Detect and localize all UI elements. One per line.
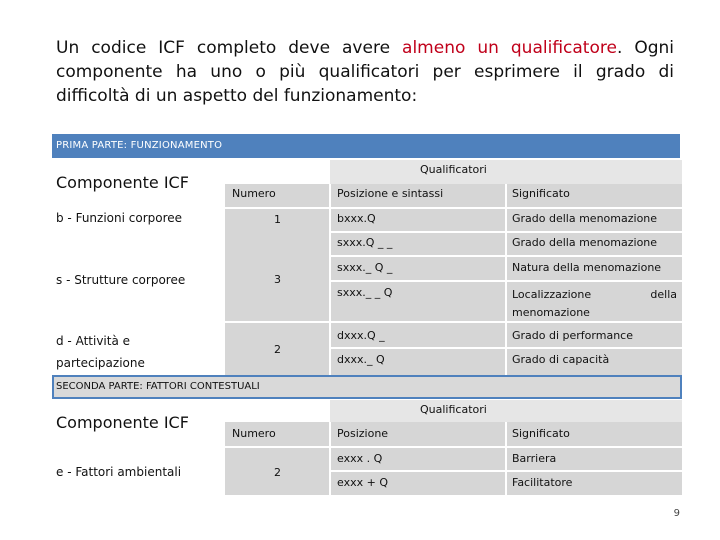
numero-e: 2 <box>274 466 281 479</box>
numero-b: 1 <box>274 213 281 226</box>
component-e: e - Fattori ambientali <box>56 465 182 479</box>
numero-d: 2 <box>274 343 281 356</box>
posizione-cell: exxx . Q <box>337 452 383 465</box>
posizione-cell: dxxx._ Q <box>337 353 385 366</box>
section1-band <box>52 134 680 158</box>
posizione-cell: sxxx.Q _ _ <box>337 236 393 249</box>
posizione-cell: sxxx._ Q _ <box>337 261 393 274</box>
grid-line <box>225 446 682 448</box>
qualificatori-header-bg <box>330 400 682 422</box>
qualificatori-header: Qualificatori <box>420 163 487 176</box>
grid-line <box>330 255 682 257</box>
intro-text-2: . Ogni componente ha uno o più qualificatori per esprimere il grado di difficoltà di un aspetto del funzionamento: <box>56 38 675 106</box>
grid-line <box>330 231 682 233</box>
component-s: s - Strutture corporee <box>56 273 186 287</box>
component-header: Componente ICF <box>56 173 189 192</box>
significato-cell: Grado della menomazione <box>512 212 658 225</box>
significato-cell: Facilitatore <box>512 476 573 489</box>
grid-line <box>329 422 331 495</box>
intro-text-1: Un codice ICF completo deve avere <box>56 38 403 58</box>
section2-band-label: SECONDA PARTE: FATTORI CONTESTUALI <box>56 381 260 392</box>
posizione-cell: sxxx._ _ Q <box>337 286 393 299</box>
col-numero-header: Numero <box>232 427 276 440</box>
grid-line <box>330 347 682 349</box>
grid-line <box>505 422 507 495</box>
significato-cell: Grado di capacità <box>512 353 610 366</box>
significato-cell: Localizzazione della menomazione <box>512 288 677 319</box>
col-posizione-header: Posizione e sintassi <box>337 187 444 200</box>
col-significato-header: Significato <box>512 427 570 440</box>
significato-cell: Natura della menomazione <box>512 261 662 274</box>
intro-paragraph <box>56 36 674 108</box>
grid-line <box>330 470 682 472</box>
component-b: b - Funzioni corporee <box>56 211 183 225</box>
qualificatori-header: Qualificatori <box>420 403 487 416</box>
component-header: Componente ICF <box>56 413 189 432</box>
grid-line <box>225 207 682 209</box>
significato-cell: Grado della menomazione <box>512 236 658 249</box>
significato-cell: Barriera <box>512 452 557 465</box>
qualificatori-header-bg <box>330 160 682 184</box>
significato-cell: Grado di performance <box>512 329 633 342</box>
section1-band-label: PRIMA PARTE: FUNZIONAMENTO <box>56 140 223 151</box>
posizione-cell: bxxx.Q <box>337 212 376 225</box>
component-d: d - Attività e partecipazione <box>56 334 145 370</box>
intro-highlight: almeno un qualificatore <box>402 38 617 58</box>
posizione-cell: exxx + Q <box>337 476 388 489</box>
page-number: 9 <box>673 508 680 519</box>
col-significato-header: Significato <box>512 187 570 200</box>
numero-s: 3 <box>274 273 281 286</box>
posizione-cell: dxxx.Q _ <box>337 329 385 342</box>
grid-line <box>330 280 682 282</box>
col-numero-header: Numero <box>232 187 276 200</box>
col-posizione-header: Posizione <box>337 427 389 440</box>
